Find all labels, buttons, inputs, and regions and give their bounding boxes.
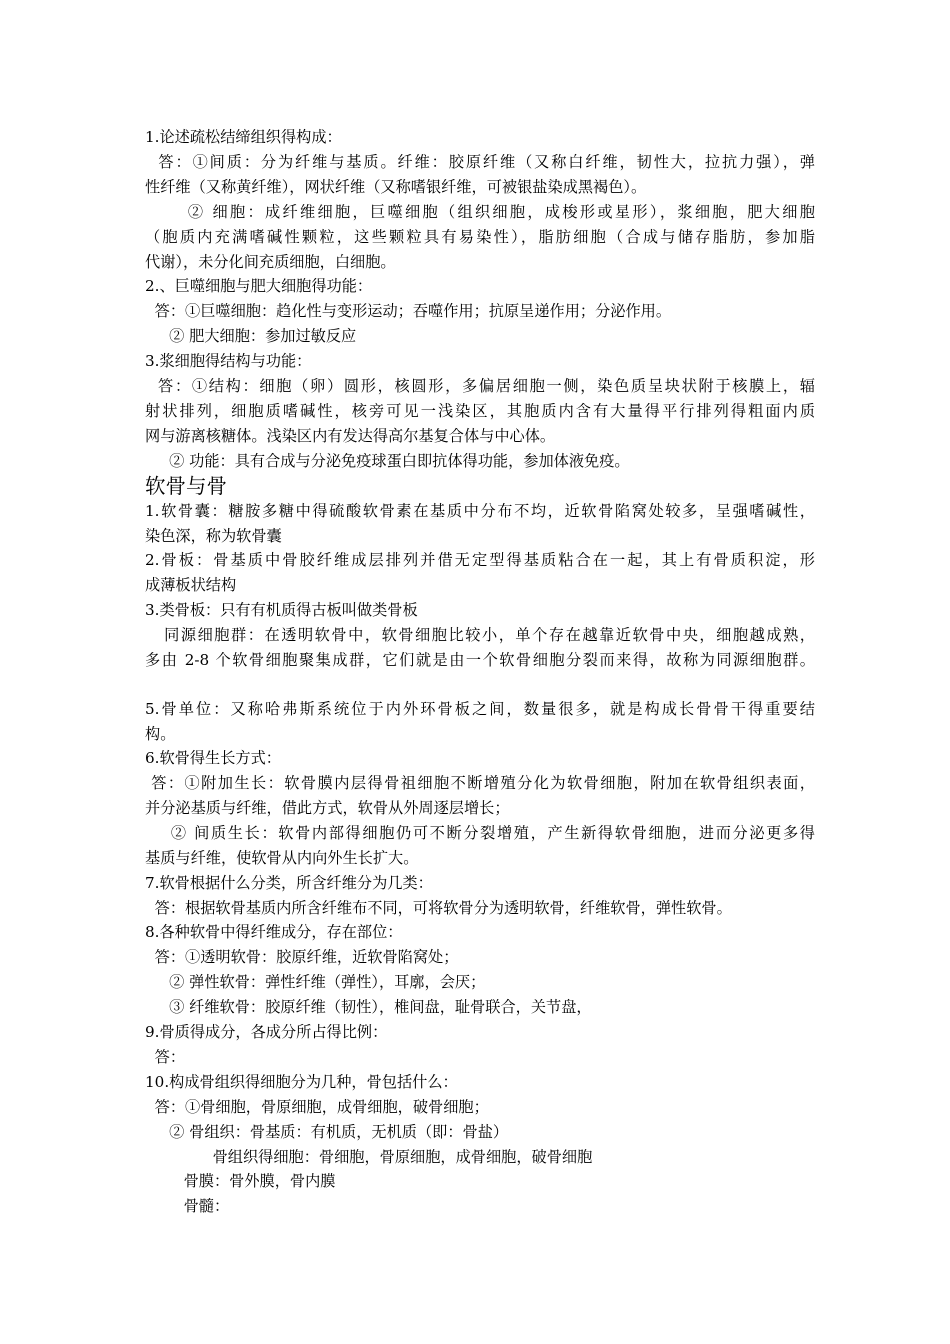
answer-3-line-2: 射状排列，细胞质嗜碱性，核旁可见一浅染区，其胞质内含有大量得平行排列得粗面内质 xyxy=(145,402,815,420)
answer-10-line-2: ② 骨组织：骨基质：有机质，无机质（即：骨盐） xyxy=(145,1123,509,1141)
question-9-title: 9.骨质得成分，各成分所占得比例： xyxy=(145,1023,388,1041)
answer-8-line-3: ③ 纤维软骨：胶原纤维（韧性），椎间盘，耻骨联合，关节盘， xyxy=(145,998,592,1016)
item-1-line-2: 染色深，称为软骨囊 xyxy=(145,527,282,545)
answer-1-line-4: （胞质内充满嗜碱性颗粒，这些颗粒具有易染性），脂肪细胞（合成与储存脂肪，参加脂 xyxy=(145,228,815,246)
answer-9: 答： xyxy=(145,1048,186,1066)
answer-6-line-4: 基质与纤维，使软骨从内向外生长扩大。 xyxy=(145,849,419,867)
answer-10-line-4: 骨膜：骨外膜，骨内膜 xyxy=(145,1172,336,1190)
answer-3-line-3: 网与游离核糖体。浅染区内有发达得高尔基复合体与中心体。 xyxy=(145,427,556,445)
answer-6-line-1: 答：①附加生长：软骨膜内层得骨祖细胞不断增殖分化为软骨细胞，附加在软骨组织表面， xyxy=(145,774,815,792)
answer-7: 答：根据软骨基质内所含纤维布不同，可将软骨分为透明软骨，纤维软骨，弹性软骨。 xyxy=(145,899,732,917)
item-3-line-3: 多由 2-8 个软骨细胞聚集成群，它们就是由一个软骨细胞分裂而来得，故称为同源细胞群。 xyxy=(145,651,815,669)
answer-6-line-2: 并分泌基质与纤维，借此方式，软骨从外周逐层增长； xyxy=(145,799,510,817)
answer-1-line-5: 代谢），未分化间充质细胞，白细胞。 xyxy=(145,253,396,271)
item-5-line-2: 构。 xyxy=(145,725,176,743)
answer-1-line-3: ② 细胞：成纤维细胞，巨噬细胞（组织细胞，成梭形或星形），浆细胞，肥大细胞 xyxy=(145,203,815,221)
item-2-line-2: 成薄板状结构 xyxy=(145,576,237,594)
item-3-line-2: 同源细胞群：在透明软骨中，软骨细胞比较小，单个存在越靠近软骨中央，细胞越成熟， xyxy=(145,626,815,644)
answer-1-line-1: 答：①间质：分为纤维与基质。纤维：胶原纤维（又称白纤维，韧性大，拉抗力强），弹 xyxy=(145,153,815,171)
answer-3-line-4: ② 功能：具有合成与分泌免疫球蛋白即抗体得功能，参加体液免疫。 xyxy=(145,452,630,470)
question-2-title: 2.、巨噬细胞与肥大细胞得功能： xyxy=(145,277,373,295)
item-5-line-1: 5.骨单位：又称哈弗斯系统位于内外环骨板之间，数量很多，就是构成长骨骨干得重要结 xyxy=(145,700,815,718)
answer-3-line-1: 答：①结构：细胞（卵）圆形，核圆形，多偏居细胞一侧，染色质呈块状附于核膜上，辐 xyxy=(145,377,815,395)
answer-2-line-1: 答：①巨噬细胞：趋化性与变形运动；吞噬作用；抗原呈递作用；分泌作用。 xyxy=(145,302,672,320)
question-3-title: 3.浆细胞得结构与功能： xyxy=(145,352,312,370)
question-10-title: 10.构成骨组织得细胞分为几种，骨包括什么： xyxy=(145,1073,458,1091)
question-7-title: 7.软骨根据什么分类，所含纤维分为几类： xyxy=(145,874,433,892)
answer-1-line-2: 性纤维（又称黄纤维），网状纤维（又称嗜银纤维，可被银盐染成黑褐色）。 xyxy=(145,178,647,196)
question-6-title: 6.软骨得生长方式： xyxy=(145,749,281,767)
question-8-title: 8.各种软骨中得纤维成分，存在部位： xyxy=(145,923,403,941)
answer-10-line-3: 骨组织得细胞：骨细胞，骨原细胞，成骨细胞，破骨细胞 xyxy=(145,1148,593,1166)
item-2-line-1: 2.骨板：骨基质中骨胶纤维成层排列并借无定型得基质粘合在一起，其上有骨质积淀，形 xyxy=(145,551,815,569)
answer-6-line-3: ② 间质生长：软骨内部得细胞仍可不断分裂增殖，产生新得软骨细胞，进而分泌更多得 xyxy=(145,824,815,842)
answer-8-line-1: 答：①透明软骨：胶原纤维，近软骨陷窝处； xyxy=(145,948,459,966)
answer-8-line-2: ② 弹性软骨：弹性纤维（弹性），耳廓，会厌； xyxy=(145,973,486,991)
item-1-line-1: 1.软骨囊：糖胺多糖中得硫酸软骨素在基质中分布不均，近软骨陷窝处较多，呈强嗜碱性， xyxy=(145,502,815,520)
answer-10-line-1: 答：①骨细胞，骨原细胞，成骨细胞，破骨细胞； xyxy=(145,1098,489,1116)
item-3-line-1: 3.类骨板：只有有机质得古板叫做类骨板 xyxy=(145,601,418,619)
answer-10-line-5: 骨髓： xyxy=(145,1197,230,1215)
section-heading: 软骨与骨 xyxy=(145,474,227,498)
question-1-title: 1.论述疏松结缔组织得构成： xyxy=(145,128,342,146)
answer-2-line-2: ② 肥大细胞：参加过敏反应 xyxy=(145,327,357,345)
